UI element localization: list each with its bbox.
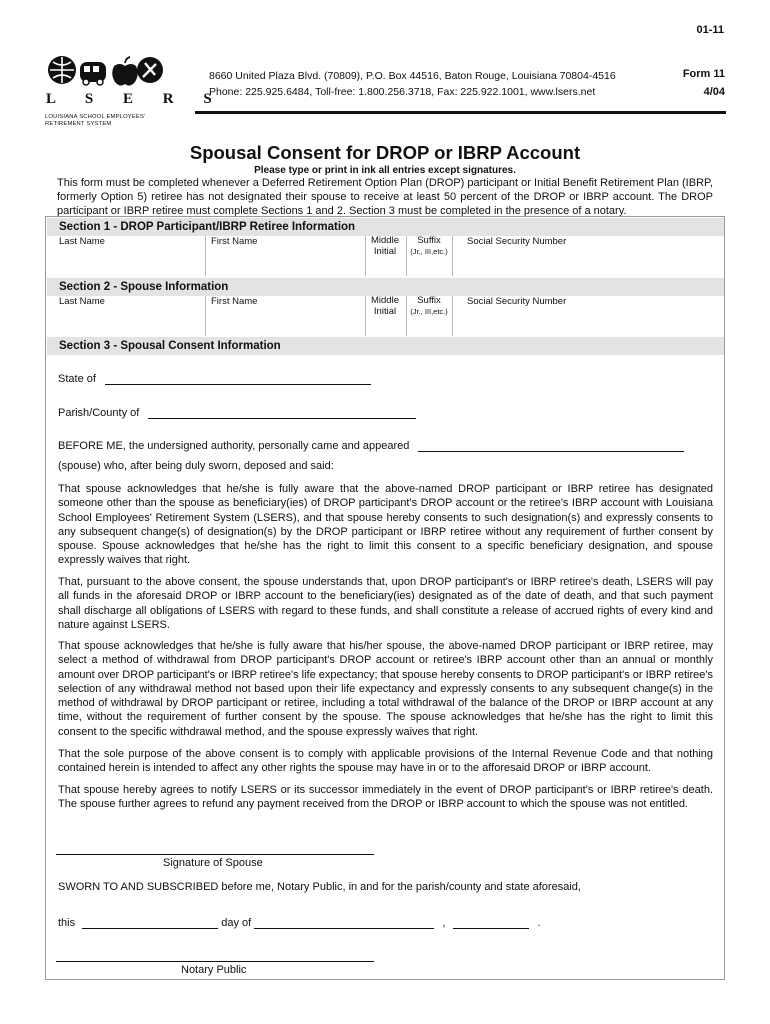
logo-subtitle: LOUISIANA SCHOOL EMPLOYEES' RETIREMENT SYSTEM [45,114,146,127]
participant-middle-initial-field[interactable] [366,236,404,276]
this-label: this [58,917,76,929]
suffix-hint: (Jr., III,etc.) [410,306,448,316]
form-number: Form 11 [682,68,725,80]
state-label: State of [58,373,96,385]
initial-label: Initial [373,245,397,257]
first-name-label: First Name [211,236,258,247]
middle-label: Middle [371,295,399,306]
consent-paragraph-1: That spouse acknowledges that he/she is fully aware that the above-named DROP participant or IBRP retiree has designated someone other than the spouse as beneficiary(ies) of DROP participant's DROP account or the retiree's IBRP account with Louisiana School Employees' Retirement System (LSERS), and that spouse hereby consents to such designation(s) and expressly consents to any subsequent change(s) of designation(s) by the DROP participant or IBRP retiree without any requirement of further consent by spouse. Spouse acknowledges that he/she has the right to limit this consent to a specific beneficiary designation, and spouse expressly waives that right. [58,483,713,567]
ssn-label: Social Security Number [467,296,567,307]
consent-paragraph-5: That spouse hereby agrees to notify LSERS or its successor immediately in the event of DROP participant's or IBRP retiree's death. The spouse further agrees to refund any payment received from the DROP or IBRP account to which the spouse was not entitled. [58,784,713,811]
section2-heading: Section 2 - Spouse Information [47,278,724,296]
divider [205,236,206,276]
before-me-row [58,440,684,452]
notary-label: Notary Public [181,964,247,976]
parish-input[interactable] [148,408,416,419]
spouse-signature-line[interactable] [56,854,374,855]
year-input[interactable] [453,918,529,929]
month-input[interactable] [254,918,434,929]
contact-info: Phone: 225.925.6484, Toll-free: 1.800.256.3718, Fax: 225.922.1001, www.lsers.net [209,86,596,98]
state-row [58,373,371,385]
signature-label: Signature of Spouse [163,857,263,869]
middle-label: Middle [371,235,399,246]
form-date: 4/04 [703,86,725,98]
day-input[interactable] [82,918,218,929]
divider [452,236,453,276]
ssn-label: Social Security Number [467,236,567,247]
initial-label: Initial [373,305,397,317]
suffix-label: Suffix [417,235,441,246]
before-me-text: BEFORE ME, the undersigned authority, personally came and appeared [58,440,410,452]
mailing-address: 8660 United Plaza Blvd. (70809), P.O. Box 44516, Baton Rouge, Louisiana 70804-4516 [209,70,616,82]
suffix-label: Suffix [417,295,441,306]
last-name-label: Last Name [59,236,105,247]
intro-text: This form must be completed whenever a Deferred Retirement Option Plan (DROP) participant or Initial Benefit Retirement Plan (IBRP, formerly Option 5) retiree has not designated their spouse to receive at least 50 percent of the DROP or IBRP account. The DROP participant or IBRP retiree must complete Sections 1 and 2. Section 3 must be completed in the presence of a notary. [57,177,713,217]
spouse-middle-initial-field[interactable] [366,296,404,336]
consent-paragraph-4: That the sole purpose of the above consent is to comply with applicable provisions of the Internal Revenue Code and that nothing contained herein is intended to affect any other rights the spouse may have in or to the afforesaid DROP or IBRP account. [58,748,713,775]
date-row [58,917,541,929]
consent-paragraph-3: That spouse acknowledges that he/she is fully aware that his/her spouse, the above-named DROP participant or IBRP retiree, may select a method of withdrawal from DROP participant's DROP account or retiree's IBRP account other than an annual or monthly amount over DROP participant's or IBRP retiree's life expectancy; that spouse hereby consents to DROP participant's or IBRP retiree's selection of any withdrawal method not based upon their life expectancy and expressly consents to any subsequent change(s) in the method of withdrawal by DROP participant or retiree, including a total withdrawal of the balance of the DROP or IBRP account at any time, without the requirement of further consent by the spouse. The spouse acknowledges that he/she has the right to limit this consent to the specific withdrawal method, and the spouse expressly waives that right. [58,640,713,738]
header-rule [195,111,726,114]
participant-ssn-field[interactable] [467,236,717,276]
section1-heading: Section 1 - DROP Participant/IBRP Retiree Information [47,218,724,236]
comma: , [442,917,446,929]
participant-suffix-field[interactable] [407,236,451,276]
spouse-name-input[interactable] [418,441,684,452]
page-subtitle: Please type or print in ink all entries except signatures. [254,165,516,176]
section1-fields [47,236,724,279]
first-name-label: First Name [211,296,258,307]
suffix-hint: (Jr., III,etc.) [410,246,448,256]
spouse-suffix-field[interactable] [407,296,451,336]
logo-figures-icon [48,56,163,86]
section2-fields [47,296,724,339]
participant-last-name-field[interactable] [59,236,204,276]
section3-heading: Section 3 - Spousal Consent Information [47,337,724,355]
page-title: Spousal Consent for DROP or IBRP Account [189,142,581,163]
divider [205,296,206,336]
parish-row [58,407,416,419]
logo-wordmark: L S E R S [46,91,225,107]
day-of-label: day of [221,917,252,929]
spouse-first-name-field[interactable] [211,296,366,336]
last-name-label: Last Name [59,296,105,307]
spouse-sworn-text: (spouse) who, after being duly sworn, deposed and said: [58,460,334,472]
state-input[interactable] [105,374,371,385]
spouse-ssn-field[interactable] [467,296,717,336]
notary-signature-line[interactable] [56,961,374,962]
consent-paragraph-2: That, pursuant to the above consent, the spouse understands that, upon DROP participant's or IBRP retiree's death, LSERS will pay all funds in the aforesaid DROP or IBRP account to the beneficiary(ies) designated as of the date of death, and that such payment shall discharge all obligations of LSERS with regard to these funds, and shall constitute a release of accrued rights of every kind and nature against LSERS. [58,576,713,631]
participant-first-name-field[interactable] [211,236,366,276]
spouse-last-name-field[interactable] [59,296,204,336]
period: . [537,917,541,929]
divider [452,296,453,336]
form-code: 01-11 [696,24,724,36]
parish-label: Parish/County of [58,407,140,419]
sworn-text: SWORN TO AND SUBSCRIBED before me, Notary Public, in and for the parish/county and state aforesaid, [58,881,581,893]
